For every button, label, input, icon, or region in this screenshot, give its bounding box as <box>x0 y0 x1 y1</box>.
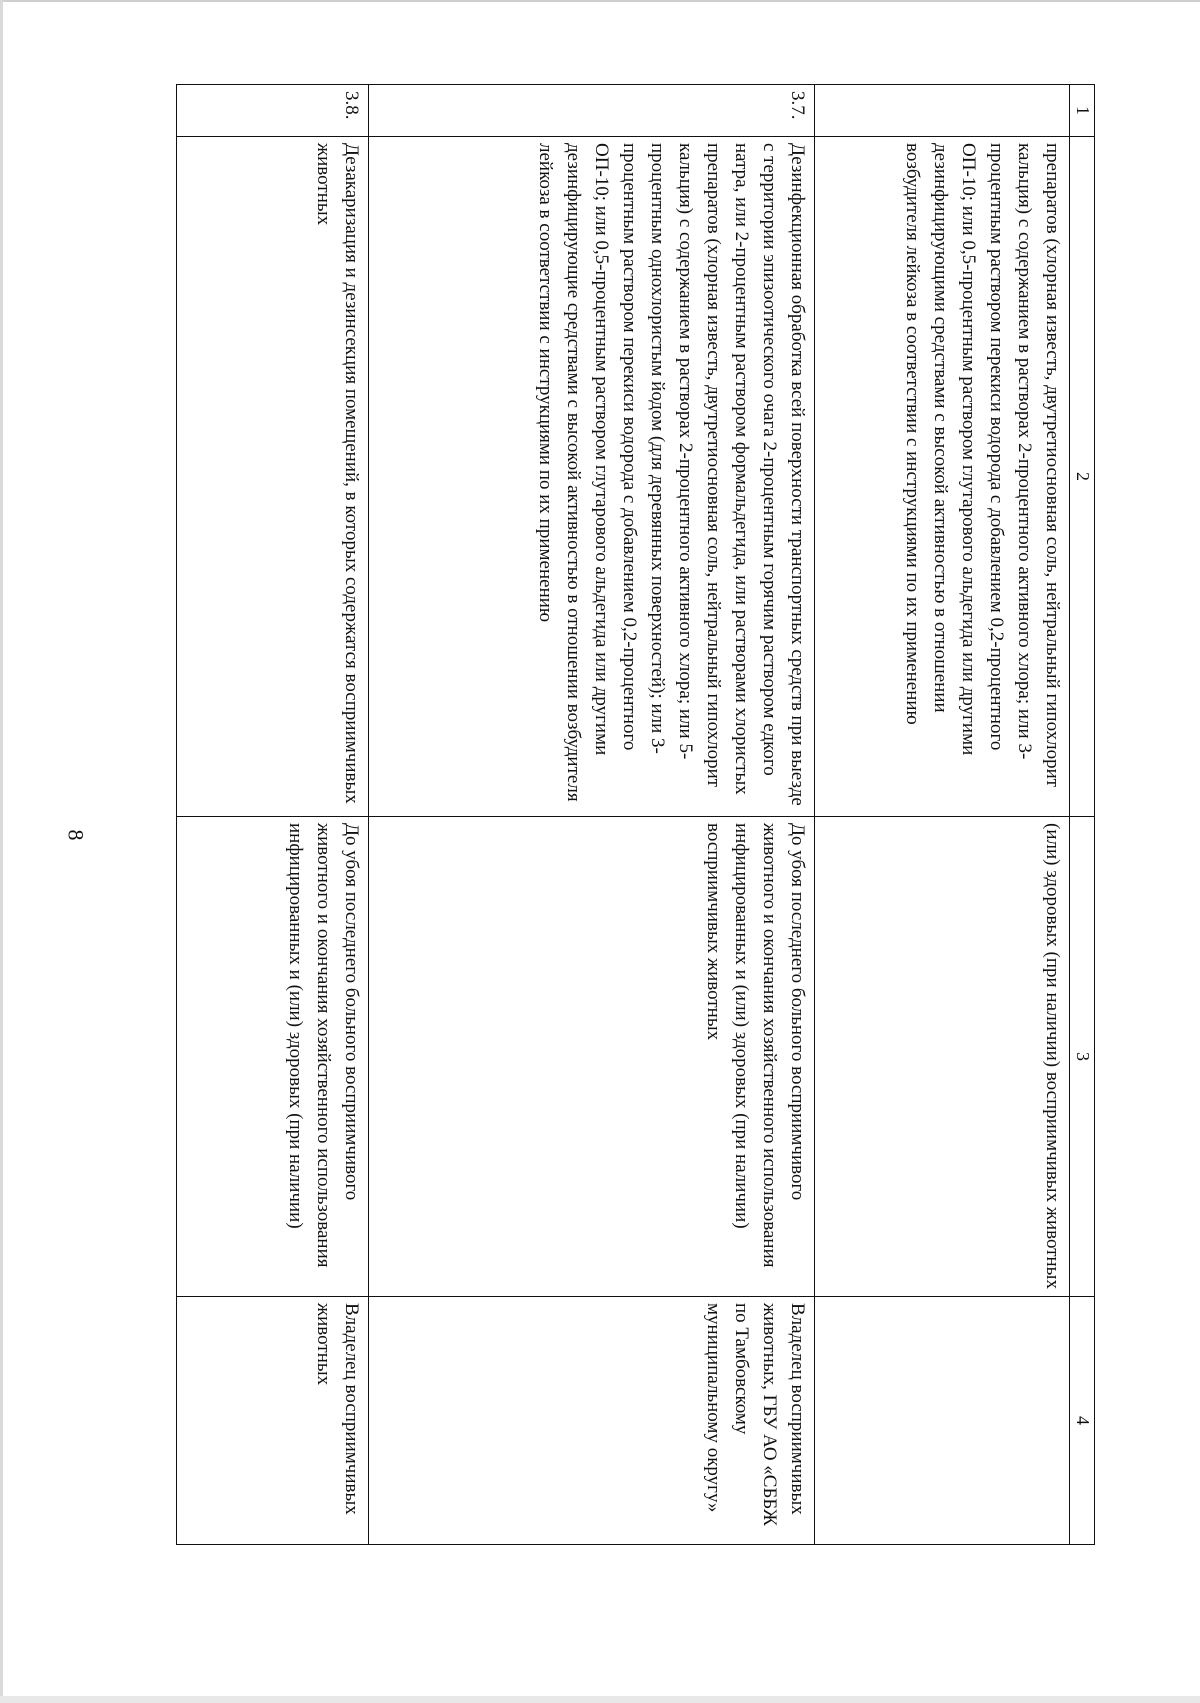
column-number-3: 3 <box>1070 817 1095 1297</box>
responsible-text <box>815 1297 1070 1545</box>
table-row <box>815 85 1070 1545</box>
scan-edge-top <box>0 0 1200 2</box>
table-row <box>177 85 369 1545</box>
responsible-text: Владелец восприимчивых животных <box>177 1297 369 1545</box>
measure-text: Дезинфекционная обработка всей поверхности транспортных средств при выезде с территории эпизоотического очага 2-процентным горячим раствором едкого натра, или 2-процентным раствором формальдегида, или растворами хлористых препаратов (хлорная известь, двутретиосновная соль, нейтральный гипохлорит кальция) с содержанием в растворах 2-процентного активного хлора; или 5-процентным однохлористым йодом (для деревянных поверхностей); или 3-процентным раствором перекиси водорода с добавлением 0,2-процентного ОП-10; или 0,5-процентным раствором глутарового альдегида или другими дезинфицирующие средствами с высокой активностью в отношении возбудителя лейкоза в соответствии с инструкциями по их применению <box>369 137 815 817</box>
scan-edge-left <box>0 0 3 1703</box>
item-number: 3.7. <box>369 85 815 137</box>
item-number <box>815 85 1070 137</box>
column-number-1: 1 <box>1070 85 1095 137</box>
column-number-4: 4 <box>1070 1297 1095 1545</box>
term-text: (или) здоровых (при наличии) восприимчивых животных <box>815 817 1070 1297</box>
responsible-text: Владелец восприимчивых животных, ГБУ АО «СББЖ по Тамбовскому муниципальному округу» <box>369 1297 815 1545</box>
table-row <box>369 85 815 1545</box>
measures-table-rotated <box>176 84 1095 1544</box>
measure-text: препаратов (хлорная известь, двутретиосновная соль, нейтральный гипохлорит кальция) с содержанием в растворах 2-процентного активного хлора; или 3-процентным раствором перекиси водорода с добавлением 0,2-процентного ОП-10; или 0,5-процентным раствором глутарового альдегида или другими дезинфицирующими средствами с высокой активностью в отношении возбудителя лейкоза в соответствии с инструкциями по их применению <box>815 137 1070 817</box>
column-number-2: 2 <box>1070 137 1095 817</box>
term-text: До убоя последнего больного восприимчивого животного и окончания хозяйственного использования инфицированных и (или) здоровых (при наличии) восприимчивых животных <box>369 817 815 1297</box>
item-number: 3.8. <box>177 85 369 137</box>
column-number-row <box>1070 85 1095 1545</box>
scan-edge-bottom <box>0 1696 1200 1703</box>
measures-table <box>176 84 1095 1545</box>
term-text: До убоя последнего больного восприимчивого животного и окончания хозяйственного использования инфицированных и (или) здоровых (при наличии) <box>177 817 369 1297</box>
page-number: 8 <box>63 829 89 841</box>
measure-text: Дезакаризация и дезинсекция помещений, в которых содержатся восприимчивых животных <box>177 137 369 817</box>
